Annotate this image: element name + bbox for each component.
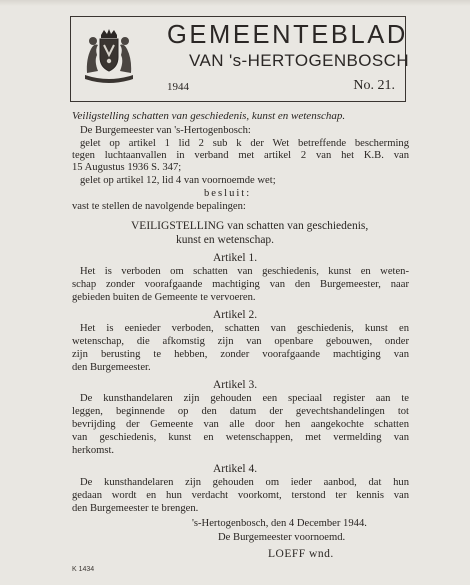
masthead-issue-number: No. 21. <box>353 78 395 93</box>
coat-of-arms-icon <box>81 27 137 87</box>
article-title: Artikel 1. <box>213 252 258 264</box>
article-line: wetenschap, die afkomstig zijn van openbare gebouwen, onder <box>72 336 409 347</box>
closing-date: 's-Hertogenbosch, den 4 December 1944. <box>192 518 367 529</box>
article-line: den Burgemeester. <box>72 362 151 373</box>
preamble-line: 15 Augustus 1936 S. 347; <box>72 162 182 173</box>
masthead <box>70 16 410 102</box>
besluit-label: besluit: <box>204 188 252 199</box>
preamble-line: gelet op artikel 12, lid 4 van voornoemde wet; <box>80 175 276 186</box>
article-line: bevrijding der Gemeente van alle door hen aangekochte schatten <box>72 419 409 430</box>
article-line: Het is verboden om schatten van geschiedenis, kunst en weten- <box>80 266 409 277</box>
article-line: Het is eenieder verboden, schatten van geschiedenis, kunst en <box>80 323 409 334</box>
closing-office: De Burgemeester voornoemd. <box>218 532 346 543</box>
article-line: gedaan wordt en hun verdacht voorkomt, terstond ter kennis van <box>72 490 409 501</box>
article-line: den Burgemeester te brengen. <box>72 503 199 514</box>
article-line: schap zonder voorafgaande machtiging van den Burgemeester, naar <box>72 279 409 290</box>
article-line: De kunsthandelaren zijn gehouden om ieder aanbod, dat hun <box>80 477 409 488</box>
masthead-year: 1944 <box>167 81 189 93</box>
regulation-title-line: kunst en wetenschap. <box>176 234 275 246</box>
article-line: De kunsthandelaren zijn gehouden een speciaal register aan te <box>80 393 409 404</box>
preamble-line: tegen luchtaanvallen in verband met artikel 2 van het K.B. van <box>72 150 409 161</box>
preamble-line: vast te stellen de navolgende bepalingen: <box>72 201 246 212</box>
article-title: Artikel 3. <box>213 379 258 391</box>
footer-code: K 1434 <box>72 566 95 573</box>
masthead-title: GEMEENTEBLAD <box>167 21 408 49</box>
article-line: gebieden buiten de Gemeente te vervoeren. <box>72 292 256 303</box>
article-line: leggen, beginnende op den datum der gevechtshandelingen tot <box>72 406 409 417</box>
article-title: Artikel 4. <box>213 463 258 475</box>
document-heading: Veiligstelling schatten van geschiedenis, kunst en wetenschap. <box>72 110 346 122</box>
page-top-edge <box>0 0 470 6</box>
article-line: herkomst. <box>72 445 115 456</box>
article-title: Artikel 2. <box>213 309 258 321</box>
article-line: van geschiedenis, kunst en wetenschappen, met vermelding van <box>72 432 409 443</box>
signature: LOEFF wnd. <box>268 548 334 560</box>
regulation-title-line: VEILIGSTELLING van schatten van geschiedenis, <box>131 220 369 232</box>
masthead-subtitle: VAN 's-HERTOGENBOSCH <box>189 51 410 70</box>
preamble-line: gelet op artikel 1 lid 2 sub k der Wet betreffende bescherming <box>80 138 409 149</box>
article-line: zijn berusting te hebben, zonder voorafgaande machtiging van <box>72 349 409 360</box>
preamble-line: De Burgemeester van 's-Hertogenbosch: <box>80 125 251 136</box>
